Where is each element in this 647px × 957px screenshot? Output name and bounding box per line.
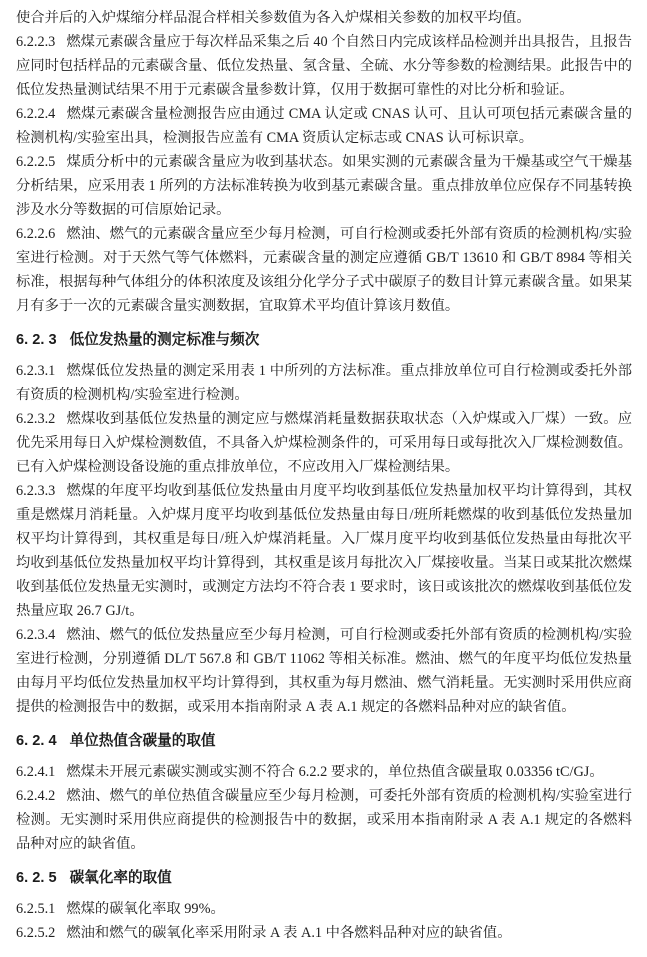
clause-6-2-2-3	[16, 30, 632, 102]
section-number: 6. 2. 3	[16, 332, 57, 348]
section-title: 单位热值含碳量的取值	[69, 733, 216, 749]
section-title: 低位发热量的测定标准与频次	[69, 332, 260, 348]
clause-number: 6.2.3.3	[16, 483, 56, 499]
clause-text: 燃煤未开展元素碳实测或实测不符合 6.2.2 要求的，单位热值含碳量取 0.03356 tC/GJ。	[66, 764, 604, 780]
clause-number: 6.2.3.2	[16, 411, 56, 427]
clause-6-2-2-6	[16, 222, 632, 318]
clause-text: 燃煤元素碳含量检测报告应由通过 CMA 认定或 CNAS 认可、且认可项包括元素碳含量的检测机构/实验室出具，检测报告应盖有 CMA 资质认定标志或 CNAS 认可标识章。	[16, 106, 632, 146]
clause-text: 燃煤收到基低位发热量的测定应与燃煤消耗量数据获取状态（入炉煤或入厂煤）一致。应优先采用每日入炉煤检测数值，不具备入炉煤检测条件的，可采用每日或每批次入厂煤检测数值。已有入炉煤检测设备设施的重点排放单位，不应改用入厂煤检测结果。	[16, 411, 632, 475]
clause-6-2-3-2	[16, 407, 632, 479]
clause-6-2-4-1	[16, 760, 632, 784]
clause-number: 6.2.5.1	[16, 901, 56, 917]
section-heading-6-2-3	[16, 328, 632, 352]
paragraph-text: 使合并后的入炉煤缩分样品混合样相关参数值为各入炉煤相关参数的加权平均值。	[16, 10, 531, 26]
clause-text: 燃煤的碳氧化率取 99%。	[66, 901, 225, 917]
clause-text: 燃煤的年度平均收到基低位发热量由月度平均收到基低位发热量加权平均计算得到，其权重是燃煤月消耗量。入炉煤月度平均收到基低位发热量由每日/班所耗燃煤的收到基低位发热量加权平均计算得到，其权重是每日/班入炉煤消耗量。入厂煤月度平均收到基低位发热量由每批次平均收到基低位发热量加权平均计算得到，其权重是该月每批次入厂煤接收量。当某日或某批次燃煤收到基低位发热量无实测时，或测定方法均不符合表 1 要求时，该日或该批次的燃煤收到基低位发热量应取 26.7 GJ/t。	[16, 483, 632, 619]
clause-number: 6.2.2.6	[16, 226, 56, 242]
clause-6-2-5-1	[16, 897, 632, 921]
clause-number: 6.2.2.4	[16, 106, 56, 122]
clause-text: 燃油、燃气的单位热值含碳量应至少每月检测，可委托外部有资质的检测机构/实验室进行检测。无实测时采用供应商提供的检测报告中的数据，或采用本指南附录 A 表 A.1 规定的各燃料品种对应的缺省值。	[16, 788, 632, 852]
clause-number: 6.2.3.1	[16, 363, 56, 379]
clause-text: 燃油和燃气的碳氧化率采用附录 A 表 A.1 中各燃料品种对应的缺省值。	[66, 925, 512, 941]
clause-text: 燃煤元素碳含量应于每次样品采集之后 40 个自然日内完成该样品检测并出具报告，且报告应同时包括样品的元素碳含量、低位发热量、氢含量、全硫、水分等参数的检测结果。此报告中的低位发热量测试结果不用于元素碳含量参数计算，仅用于数据可靠性的对比分析和验证。	[16, 34, 632, 98]
clause-number: 6.2.3.4	[16, 627, 56, 643]
section-number: 6. 2. 4	[16, 733, 57, 749]
clause-6-2-2-4	[16, 102, 632, 150]
clause-number: 6.2.2.5	[16, 154, 56, 170]
section-number: 6. 2. 5	[16, 870, 57, 886]
clause-number: 6.2.2.3	[16, 34, 56, 50]
clause-6-2-5-2	[16, 921, 632, 945]
section-heading-6-2-4	[16, 729, 632, 753]
clause-number: 6.2.4.2	[16, 788, 56, 804]
clause-text: 煤质分析中的元素碳含量应为收到基状态。如果实测的元素碳含量为干燥基或空气干燥基分析结果，应采用表 1 所列的方法标准转换为收到基元素碳含量。重点排放单位应保存不同基转换涉及水分等数据的可信原始记录。	[16, 154, 632, 218]
section-title: 碳氧化率的取值	[69, 870, 172, 886]
clause-text: 燃煤低位发热量的测定采用表 1 中所列的方法标准。重点排放单位可自行检测或委托外部有资质的检测机构/实验室进行检测。	[16, 363, 632, 403]
clause-6-2-3-4	[16, 623, 632, 719]
clause-6-2-4-2	[16, 784, 632, 856]
clause-6-2-3-1	[16, 359, 632, 407]
section-heading-6-2-5	[16, 866, 632, 890]
clause-6-2-2-5	[16, 150, 632, 222]
clause-number: 6.2.4.1	[16, 764, 56, 780]
clause-text: 燃油、燃气的元素碳含量应至少每月检测，可自行检测或委托外部有资质的检测机构/实验室进行检测。对于天然气等气体燃料，元素碳含量的测定应遵循 GB/T 13610 和 GB/T 8984 等相关标准，根据每种气体组分的体积浓度及该组分化学分子式中碳原子的数目计算元素碳含量。如果某月有多于一次的元素碳含量实测数据，宜取算术平均值计算该月数值。	[16, 226, 632, 314]
paragraph-continuation	[16, 6, 632, 30]
clause-text: 燃油、燃气的低位发热量应至少每月检测，可自行检测或委托外部有资质的检测机构/实验室进行检测，分别遵循 DL/T 567.8 和 GB/T 11062 等相关标准。燃油、燃气的年度平均低位发热量由每月平均低位发热量加权平均计算得到，其权重为每月燃油、燃气消耗量。无实测时采用供应商提供的检测报告中的数据，或采用本指南附录 A 表 A.1 规定的各燃料品种对应的缺省值。	[16, 627, 632, 715]
clause-6-2-3-3	[16, 479, 632, 623]
clause-number: 6.2.5.2	[16, 925, 56, 941]
